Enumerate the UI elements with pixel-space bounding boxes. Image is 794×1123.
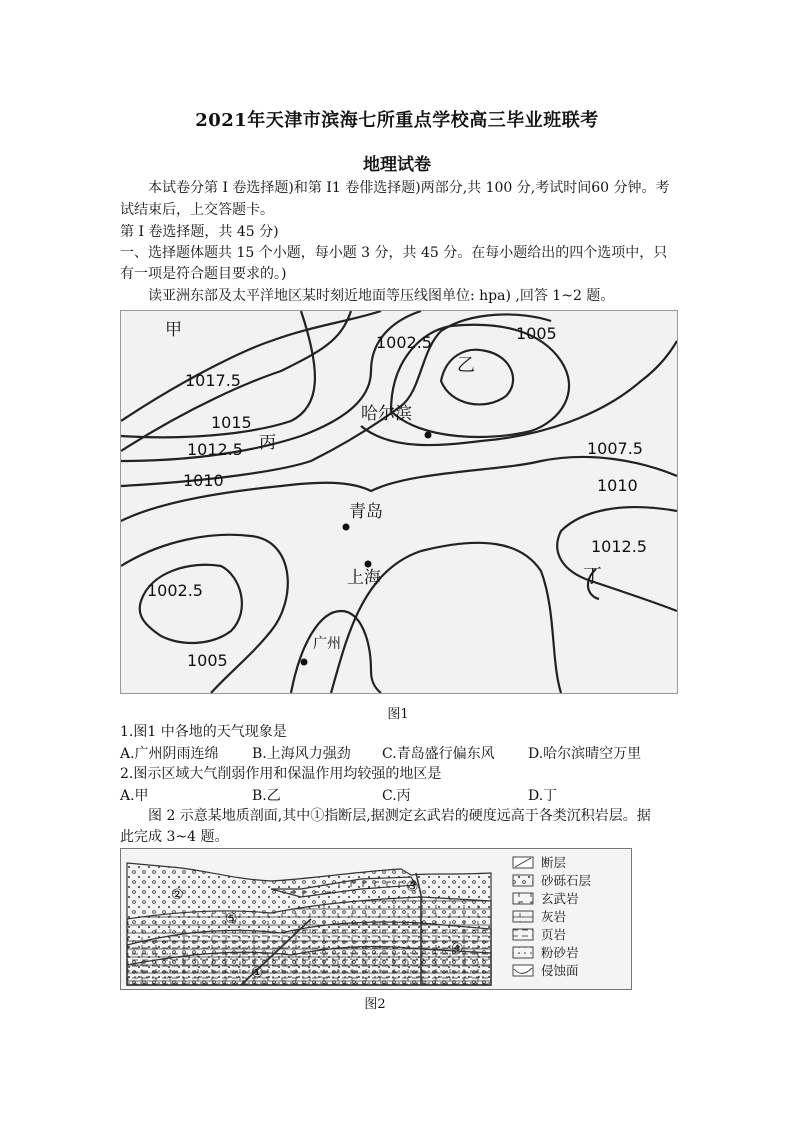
label-jia: 甲: [165, 320, 182, 340]
isobar-value: 1002.5: [147, 581, 203, 600]
figure1-lead: 读亚洲东部及太平洋地区某时刻近地面等压线图单位: hpa) ,回答 1~2 题。: [148, 288, 615, 304]
q1-option-a: A.广州阴雨连绵: [120, 746, 219, 762]
isobar-value: 1010: [597, 476, 638, 495]
figure2-caption: 图2: [364, 997, 386, 1012]
isobar-line: [291, 611, 381, 693]
legend-label: 断层: [541, 855, 567, 870]
isobar-line: [557, 507, 677, 611]
isobar-map-svg: [121, 311, 677, 693]
legend-label: 侵蚀面: [541, 963, 579, 978]
isobar-value: 1010: [183, 471, 224, 490]
dot-shanghai: [365, 561, 372, 568]
section-heading: 第 I 卷选择题，共 45 分): [120, 224, 279, 240]
legend-label: 玄武岩: [541, 891, 579, 906]
legend-label: 页岩: [541, 927, 567, 942]
page-title: 2021年天津市滨海七所重点学校高三毕业班联考: [195, 110, 599, 131]
isobar-value: 1005: [187, 651, 228, 670]
q2-option-b: B.乙: [252, 788, 281, 804]
isobar-value: 1012.5: [591, 537, 647, 556]
q1-options: [120, 743, 676, 763]
label-yi: 乙: [457, 355, 475, 376]
page-subtitle: 地理试卷: [363, 155, 431, 175]
q1-stem: 1.图1 中各地的天气现象是: [120, 724, 287, 740]
isobar-line: [121, 314, 551, 486]
q1-option-d: D.哈尔滨晴空万里: [528, 746, 642, 762]
marker-5: ⑤: [225, 911, 238, 927]
isobar-value: 1017.5: [185, 371, 241, 390]
isobar-line: [140, 565, 242, 643]
figure1-caption: 图1: [387, 707, 409, 722]
marker-4: ④: [451, 941, 464, 957]
marker-3: ③: [406, 879, 419, 895]
q2-option-c: C.丙: [382, 788, 411, 804]
legend-label: 砂砾石层: [541, 873, 592, 888]
city-guangzhou: 广州: [313, 636, 341, 652]
legend-swatch-limestone: [513, 911, 533, 922]
legend-swatch-gravel: [513, 875, 533, 886]
isobar-line: [441, 350, 513, 405]
dot-qingdao: [343, 524, 350, 531]
marker-2: ②: [171, 887, 184, 903]
isobar-value: 1002.5: [376, 333, 432, 352]
marker-1: ①: [251, 965, 264, 981]
legend-label: 灰岩: [541, 909, 567, 924]
dot-guangzhou: [301, 659, 308, 666]
isobar-line: [361, 341, 677, 445]
q2-options: [120, 785, 676, 805]
q2-option-a: A.甲: [120, 788, 149, 804]
dot-harbin: [425, 432, 432, 439]
q2-stem: 2.图示区域大气削弱作用和保温作用均较强的地区是: [120, 766, 442, 782]
intro-line-2: 试结束后，上交答题卡。: [120, 202, 274, 218]
isobar-value: 1015: [211, 413, 252, 432]
legend-swatch-basalt: [513, 893, 533, 904]
intro-line-1: 本试卷分第 I 卷选择题)和第 I1 卷俳选择题)两部分,共 100 分,考试时间60 分钟。考: [148, 180, 670, 196]
fig2-intro-line-1: 图 2 示意某地质剖面,其中①指断层,据测定玄武岩的硬度远高于各类沉积岩层。据: [148, 808, 651, 824]
legend-label: 粉砂岩: [541, 945, 579, 960]
isobar-value: 1007.5: [587, 439, 643, 458]
geologic-section-svg: [121, 849, 631, 989]
q1-option-b: B.上海风力强劲: [252, 746, 351, 762]
label-bing: 丙: [259, 433, 276, 453]
q1-option-c: C.青岛盛行偏东风: [382, 746, 495, 762]
city-shanghai: 上海: [347, 568, 381, 588]
q2-option-d: D.丁: [528, 788, 558, 804]
isobar-value: 1012.5: [187, 440, 243, 459]
legend-swatch-shale: [513, 929, 533, 940]
label-ding: 丁: [583, 565, 603, 587]
city-qingdao: 青岛: [349, 502, 383, 522]
city-harbin: 哈尔滨: [361, 404, 412, 424]
fig2-intro-line-2: 此完成 3~4 题。: [120, 829, 229, 845]
isobar-value: 1005: [516, 324, 557, 343]
rule-line-2: 有一项是符合题目要求的。): [120, 266, 287, 282]
isobar-map: [120, 310, 678, 694]
legend-swatch-siltstone: [513, 947, 533, 958]
rule-line-1: 一、选择题体题共 15 个小题，每小题 3 分，共 45 分。在每小题给出的四个选项中，只: [120, 245, 668, 261]
geologic-section: [120, 848, 632, 990]
